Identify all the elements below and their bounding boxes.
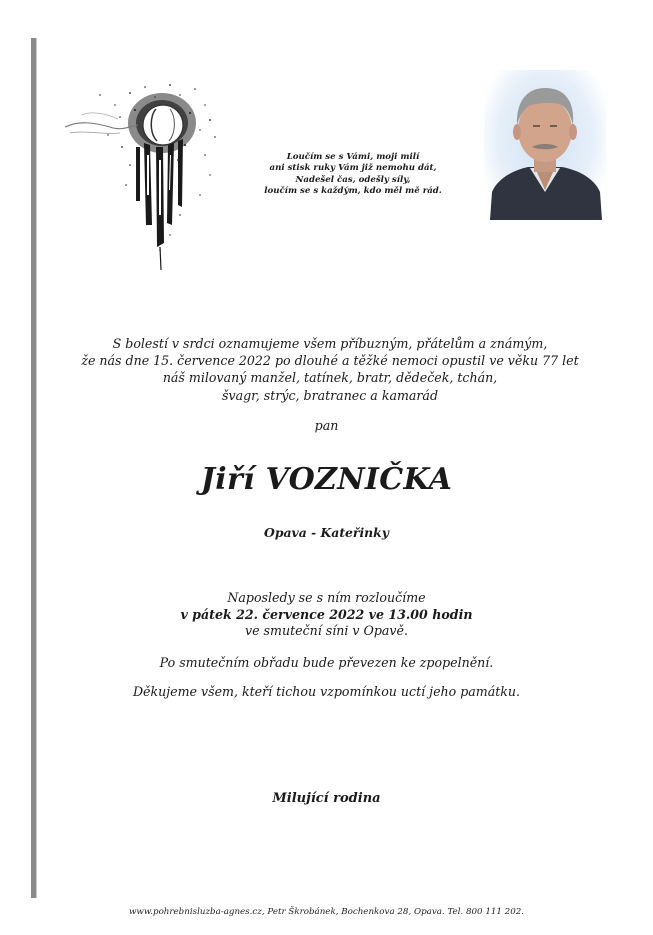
announcement-line: že nás dne 15. července 2022 po dlouhé a těžké nemoci opustil ve věku 77 let: [81, 353, 579, 369]
poem-line: ani stisk ruky Vám již nemohu dát,: [269, 163, 437, 174]
deceased-place: Opava - Kateřinky: [264, 525, 389, 540]
deceased-name: Jiří VOZNIČKA: [200, 462, 453, 497]
ceremony-datetime: v pátek 22. července 2022 ve 13.00 hodin: [180, 606, 473, 622]
poem-line: Loučím se s Vámi, moji milí: [286, 152, 420, 162]
announcement-line: náš milovaný manžel, tatínek, bratr, dědeček, tchán,: [162, 370, 498, 386]
salutation: pan: [314, 418, 339, 433]
thanks-note: Děkujeme všem, kteří tichou vzpomínkou uctí jeho památku.: [132, 684, 521, 699]
announcement-line: S bolestí v srdci oznamujeme všem příbuzným, přátelům a známým,: [112, 336, 548, 351]
ceremony-info: [0, 590, 653, 640]
footer-contact: www.pohrebnisluzba-agnes.cz, Petr Škrobánek, Bochenkova 28, Opava. Tel. 800 111 202.: [128, 907, 525, 917]
deceased-portrait-photo: [484, 70, 606, 220]
poem-line: loučím se s každým, kdo měl mě rád.: [264, 186, 442, 197]
poem-verse: [238, 152, 468, 198]
poem-line: Nadešel čas, odešly síly,: [295, 174, 411, 185]
cremation-note: Po smutečním obřadu bude převezen ke zpopelnění.: [159, 655, 494, 670]
announcement-line: švagr, strýc, bratranec a kamarád: [222, 387, 438, 403]
moon-candle-artwork: [60, 75, 235, 270]
death-announcement: [80, 335, 580, 404]
ceremony-intro: Naposledy se s ním rozloučíme: [227, 590, 426, 605]
family-signature: Milující rodina: [272, 791, 381, 806]
ceremony-location: ve smuteční síni v Opavě.: [244, 623, 408, 638]
